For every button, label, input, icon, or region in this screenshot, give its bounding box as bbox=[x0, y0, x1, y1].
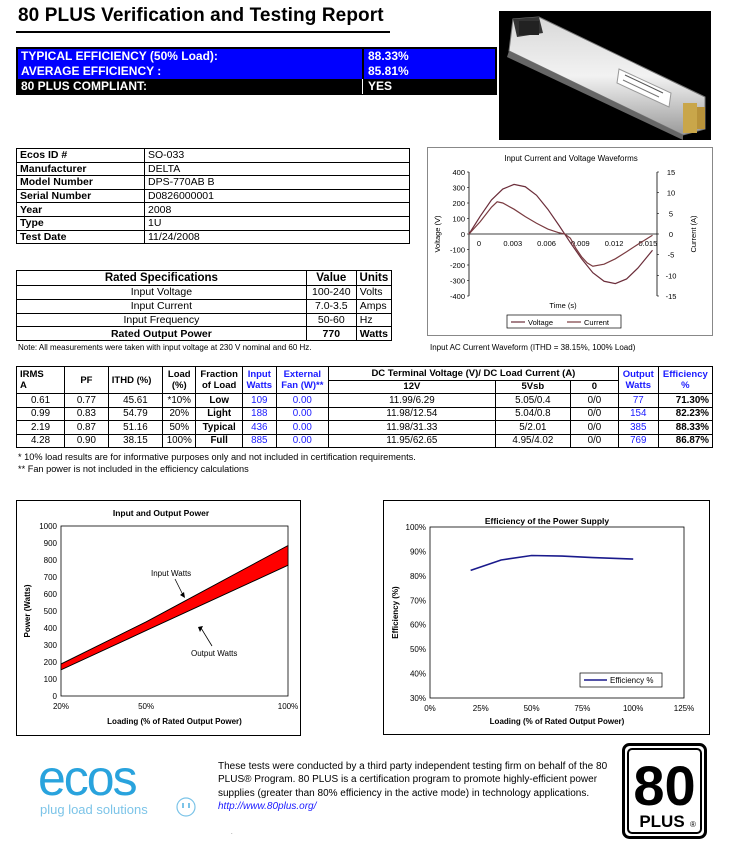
info-row bbox=[17, 176, 410, 190]
info-value: 1U bbox=[145, 216, 410, 230]
efficiency-y-tick: 80% bbox=[409, 571, 426, 581]
typical-efficiency-row bbox=[18, 49, 495, 64]
product-info-table bbox=[16, 148, 410, 244]
rated-spec: Rated Output Power bbox=[17, 327, 307, 341]
load-cell-v5: 5.05/0.4 bbox=[495, 394, 570, 408]
efficiency-legend-label: Efficiency % bbox=[610, 676, 654, 685]
waveform-y2-tick: 5 bbox=[668, 209, 674, 219]
waveform-chart bbox=[427, 147, 713, 336]
info-value: SO-033 bbox=[145, 149, 410, 163]
rated-spec: Input Frequency bbox=[17, 313, 307, 327]
load-cell-fan: 0.00 bbox=[276, 407, 328, 421]
waveform-x-tick: 0 bbox=[476, 239, 482, 248]
ithd-header: ITHD (%) bbox=[108, 367, 162, 394]
power-y-tick: 900 bbox=[43, 539, 57, 548]
load-cell-irms: 0.61 bbox=[17, 394, 65, 408]
v12-header: 12V bbox=[328, 380, 495, 394]
power-x-tick: 100% bbox=[277, 702, 299, 711]
waveform-x-tick: 0.003 bbox=[503, 239, 523, 248]
rated-spec: Input Voltage bbox=[17, 286, 307, 300]
power-y-tick: 200 bbox=[43, 658, 57, 667]
waveform-y2label: Current (A) bbox=[689, 215, 698, 253]
efficiency-x-tick: 100% bbox=[622, 704, 644, 713]
pf-header: PF bbox=[64, 367, 108, 394]
waveform-title: Input Current and Voltage Waveforms bbox=[504, 154, 638, 163]
waveform-y2-tick: -15 bbox=[665, 292, 677, 301]
waveform-y-tick: 300 bbox=[452, 183, 465, 193]
rated-unit-header: Units bbox=[356, 271, 391, 286]
output-watts-header: Output Watts bbox=[618, 367, 658, 394]
efficiency-x-tick: 125% bbox=[673, 704, 695, 713]
waveform-caption: Input AC Current Waveform (ITHD = 38.15%, 100% Load) bbox=[430, 343, 636, 352]
load-cell-ithd: 45.61 bbox=[108, 394, 162, 408]
load-cell-z: 0/0 bbox=[570, 434, 618, 448]
ecos-tagline: plug load solutions bbox=[40, 802, 148, 817]
rated-row bbox=[17, 286, 392, 300]
info-key: Serial Number bbox=[17, 189, 145, 203]
rated-unit: Amps bbox=[356, 299, 391, 313]
dc-header: DC Terminal Voltage (V)/ DC Load Current (A) bbox=[328, 367, 618, 381]
rated-unit: Volts bbox=[356, 286, 391, 300]
info-row bbox=[17, 216, 410, 230]
efficiency-y-tick: 60% bbox=[409, 620, 426, 630]
v5sb-header: 5Vsb bbox=[495, 380, 570, 394]
load-cell-frac: Low bbox=[196, 394, 242, 408]
power-y-tick: 1000 bbox=[39, 522, 57, 531]
load-cell-in: 885 bbox=[242, 434, 276, 448]
waveform-y-tick: 400 bbox=[452, 168, 465, 177]
info-row bbox=[17, 230, 410, 244]
load-cell-v12: 11.99/6.29 bbox=[328, 394, 495, 408]
footer-description: These tests were conducted by a third party independent testing firm on behalf of the 80 PLUS® Program. 80 PLUS is a certification program to promote highly-efficient power supplies (greater than 80% efficiency in the active mode) in technology applications. bbox=[218, 761, 608, 799]
load-cell-out: 77 bbox=[618, 394, 658, 408]
compliant-label: 80 PLUS COMPLIANT: bbox=[21, 79, 148, 93]
rated-row bbox=[17, 313, 392, 327]
info-row bbox=[17, 162, 410, 176]
efficiency-y-tick: 30% bbox=[409, 694, 426, 703]
load-cell-eff: 71.30% bbox=[658, 394, 712, 408]
fan-header: External Fan (W)** bbox=[276, 367, 328, 394]
plug-icon bbox=[177, 798, 195, 816]
load-cell-v5: 5/2.01 bbox=[495, 421, 570, 435]
page-title: 80 PLUS Verification and Testing Report bbox=[18, 5, 384, 26]
waveform-y-tick: -400 bbox=[449, 292, 465, 301]
load-cell-ithd: 38.15 bbox=[108, 434, 162, 448]
load-cell-v5: 5.04/0.8 bbox=[495, 407, 570, 421]
power-y-tick: 800 bbox=[43, 556, 57, 565]
efficiency-plot-area bbox=[430, 527, 684, 698]
load-cell-fan: 0.00 bbox=[276, 434, 328, 448]
badge-registered: ® bbox=[690, 820, 696, 829]
waveform-x-tick: 0.006 bbox=[537, 239, 556, 248]
waveform-y-tick: 100 bbox=[452, 214, 465, 224]
input-watts-header: Input Watts bbox=[242, 367, 276, 394]
average-efficiency-row bbox=[18, 64, 495, 79]
load-cell-ithd: 51.16 bbox=[108, 421, 162, 435]
program-link[interactable]: http://www.80plus.org/ bbox=[218, 800, 317, 812]
efficiency-y-tick: 100% bbox=[405, 523, 426, 532]
badge-plus: PLUS bbox=[639, 812, 685, 831]
waveform-y2-tick: 0 bbox=[668, 230, 674, 239]
compliant-value: YES bbox=[368, 79, 393, 93]
waveform-y-tick: -200 bbox=[449, 261, 465, 270]
info-key: Type bbox=[17, 216, 145, 230]
load-cell-v5: 4.95/4.02 bbox=[495, 434, 570, 448]
power-x-tick: 20% bbox=[52, 702, 70, 711]
info-key: Manufacturer bbox=[17, 162, 145, 176]
power-chart bbox=[16, 500, 301, 736]
load-cell-z: 0/0 bbox=[570, 394, 618, 408]
load-cell-load: 100% bbox=[163, 434, 196, 448]
irms-header: IRMS A bbox=[17, 367, 65, 394]
load-cell-fan: 0.00 bbox=[276, 394, 328, 408]
waveform-y2-tick: -10 bbox=[665, 271, 677, 281]
ecos-wordmark: ecos bbox=[38, 755, 136, 806]
load-cell-irms: 2.19 bbox=[17, 421, 65, 435]
waveform-y-tick: 0 bbox=[460, 230, 465, 239]
badge-number: 80 bbox=[633, 754, 696, 817]
waveform-x-tick: 0.012 bbox=[604, 239, 624, 248]
load-cell-out: 385 bbox=[618, 421, 658, 435]
load-cell-z: 0/0 bbox=[570, 421, 618, 435]
rated-spec-header: Rated Specifications bbox=[17, 271, 307, 286]
footnote-fan: ** Fan power is not included in the efficiency calculations bbox=[18, 464, 249, 474]
waveform-y2-tick: -5 bbox=[667, 250, 675, 260]
efficiency-y-tick: 90% bbox=[409, 547, 426, 557]
efficiency-ylabel: Efficiency (%) bbox=[391, 586, 400, 639]
rated-value: 770 bbox=[306, 327, 356, 341]
efficiency-y-tick: 70% bbox=[409, 596, 426, 606]
ecos-logo bbox=[38, 755, 203, 821]
compliant-row bbox=[18, 79, 495, 94]
legend-voltage: Voltage bbox=[528, 318, 554, 327]
efficiency-chart-title: Efficiency of the Power Supply bbox=[484, 516, 610, 526]
load-cell-fan: 0.00 bbox=[276, 421, 328, 435]
load-cell-pf: 0.77 bbox=[64, 394, 108, 408]
load-cell-in: 109 bbox=[242, 394, 276, 408]
typical-efficiency-value: 88.33% bbox=[368, 49, 409, 63]
rated-row bbox=[17, 327, 392, 341]
waveform-x-tick: 0.015 bbox=[638, 239, 658, 248]
waveform-y-tick: 200 bbox=[452, 199, 465, 208]
load-cell-frac: Typical bbox=[196, 421, 242, 435]
info-row bbox=[17, 189, 410, 203]
info-value: DELTA bbox=[145, 162, 410, 176]
rated-unit: Watts bbox=[356, 327, 391, 341]
typical-efficiency-label: TYPICAL EFFICIENCY (50% Load): bbox=[21, 49, 218, 63]
rated-value: 50-60 bbox=[306, 313, 356, 327]
power-y-tick: 0 bbox=[52, 692, 57, 701]
load-cell-z: 0/0 bbox=[570, 407, 618, 421]
input-watts-annotation: Input Watts bbox=[151, 569, 192, 578]
power-y-tick: 600 bbox=[43, 590, 57, 599]
efficiency-xlabel: Loading (% of Rated Output Power) bbox=[489, 717, 625, 726]
rated-value: 100-240 bbox=[306, 286, 356, 300]
load-cell-pf: 0.87 bbox=[64, 421, 108, 435]
power-x-tick: 50% bbox=[138, 702, 155, 711]
load-row bbox=[17, 394, 713, 408]
load-cell-pf: 0.83 bbox=[64, 407, 108, 421]
load-cell-irms: 4.28 bbox=[17, 434, 65, 448]
info-key: Test Date bbox=[17, 230, 145, 244]
load-cell-v12: 11.98/12.54 bbox=[328, 407, 495, 421]
efficiency-x-tick: 0% bbox=[424, 704, 436, 713]
waveform-ylabel: Voltage (V) bbox=[433, 215, 442, 253]
title-underline bbox=[16, 31, 390, 33]
load-header: Load (%) bbox=[163, 367, 196, 394]
power-y-tick: 400 bbox=[43, 624, 57, 633]
info-row bbox=[17, 149, 410, 163]
rated-value-header: Value bbox=[306, 271, 356, 286]
load-cell-load: 50% bbox=[163, 421, 196, 435]
power-y-tick: 100 bbox=[43, 675, 57, 684]
load-cell-eff: 88.33% bbox=[658, 421, 712, 435]
load-cell-out: 769 bbox=[618, 434, 658, 448]
info-key: Ecos ID # bbox=[17, 149, 145, 163]
info-value: 11/24/2008 bbox=[145, 230, 410, 244]
zero-header: 0 bbox=[570, 380, 618, 394]
load-cell-in: 188 bbox=[242, 407, 276, 421]
fraction-header: Fraction of Load bbox=[196, 367, 242, 394]
waveform-y2-tick: 15 bbox=[666, 168, 676, 177]
rated-spec: Input Current bbox=[17, 299, 307, 313]
load-cell-load: 20% bbox=[163, 407, 196, 421]
legend-current: Current bbox=[584, 318, 610, 327]
load-row bbox=[17, 407, 713, 421]
load-cell-load: *10% bbox=[163, 394, 196, 408]
info-value: DPS-770AB B bbox=[145, 176, 410, 190]
load-cell-irms: 0.99 bbox=[17, 407, 65, 421]
80-plus-badge bbox=[622, 743, 707, 839]
efficiency-x-tick: 25% bbox=[472, 704, 489, 713]
power-y-tick: 300 bbox=[43, 641, 57, 650]
rated-specifications-table bbox=[16, 270, 392, 341]
load-cell-out: 154 bbox=[618, 407, 658, 421]
info-value: D0826000001 bbox=[145, 189, 410, 203]
info-key: Year bbox=[17, 203, 145, 217]
power-supply-photo bbox=[499, 11, 711, 140]
power-xlabel: Loading (% of Rated Output Power) bbox=[107, 717, 242, 726]
rated-unit: Hz bbox=[356, 313, 391, 327]
load-row bbox=[17, 434, 713, 448]
measurement-note: Note: All measurements were taken with input voltage at 230 V nominal and 60 Hz. bbox=[18, 343, 312, 352]
efficiency-chart bbox=[383, 500, 710, 735]
waveform-y-tick: -100 bbox=[449, 245, 465, 255]
info-row bbox=[17, 203, 410, 217]
efficiency-header: Efficiency % bbox=[658, 367, 712, 394]
output-watts-annotation: Output Watts bbox=[191, 649, 238, 658]
load-cell-v12: 11.95/62.65 bbox=[328, 434, 495, 448]
average-efficiency-label: AVERAGE EFFICIENCY : bbox=[21, 64, 162, 78]
efficiency-y-tick: 50% bbox=[409, 645, 426, 655]
load-cell-frac: Full bbox=[196, 434, 242, 448]
footer-paragraph bbox=[218, 760, 608, 813]
load-cell-in: 436 bbox=[242, 421, 276, 435]
average-efficiency-value: 85.81% bbox=[368, 64, 409, 78]
load-cell-eff: 86.87% bbox=[658, 434, 712, 448]
load-results-table bbox=[16, 366, 713, 448]
waveform-x-tick: 0.009 bbox=[570, 239, 590, 248]
info-key: Model Number bbox=[17, 176, 145, 190]
load-cell-frac: Light bbox=[196, 407, 242, 421]
waveform-y2-tick: 10 bbox=[666, 188, 676, 198]
efficiency-x-tick: 50% bbox=[523, 704, 540, 713]
efficiency-x-tick: 75% bbox=[574, 704, 591, 713]
page-mark: . bbox=[231, 830, 233, 836]
load-row bbox=[17, 421, 713, 435]
efficiency-y-tick: 40% bbox=[409, 669, 426, 679]
load-cell-v12: 11.98/31.33 bbox=[328, 421, 495, 435]
waveform-y-tick: -300 bbox=[449, 276, 465, 286]
power-y-tick: 500 bbox=[43, 607, 57, 616]
power-chart-title: Input and Output Power bbox=[112, 508, 210, 518]
power-ylabel: Power (Watts) bbox=[23, 584, 32, 638]
info-value: 2008 bbox=[145, 203, 410, 217]
rated-value: 7.0-3.5 bbox=[306, 299, 356, 313]
footnote-10pct: * 10% load results are for informative purposes only and not included in certification requirements. bbox=[18, 452, 416, 462]
load-cell-pf: 0.90 bbox=[64, 434, 108, 448]
efficiency-banner bbox=[16, 47, 497, 95]
load-cell-ithd: 54.79 bbox=[108, 407, 162, 421]
rated-row bbox=[17, 299, 392, 313]
power-y-tick: 700 bbox=[43, 573, 57, 582]
waveform-xlabel: Time (s) bbox=[549, 301, 577, 310]
load-cell-eff: 82.23% bbox=[658, 407, 712, 421]
